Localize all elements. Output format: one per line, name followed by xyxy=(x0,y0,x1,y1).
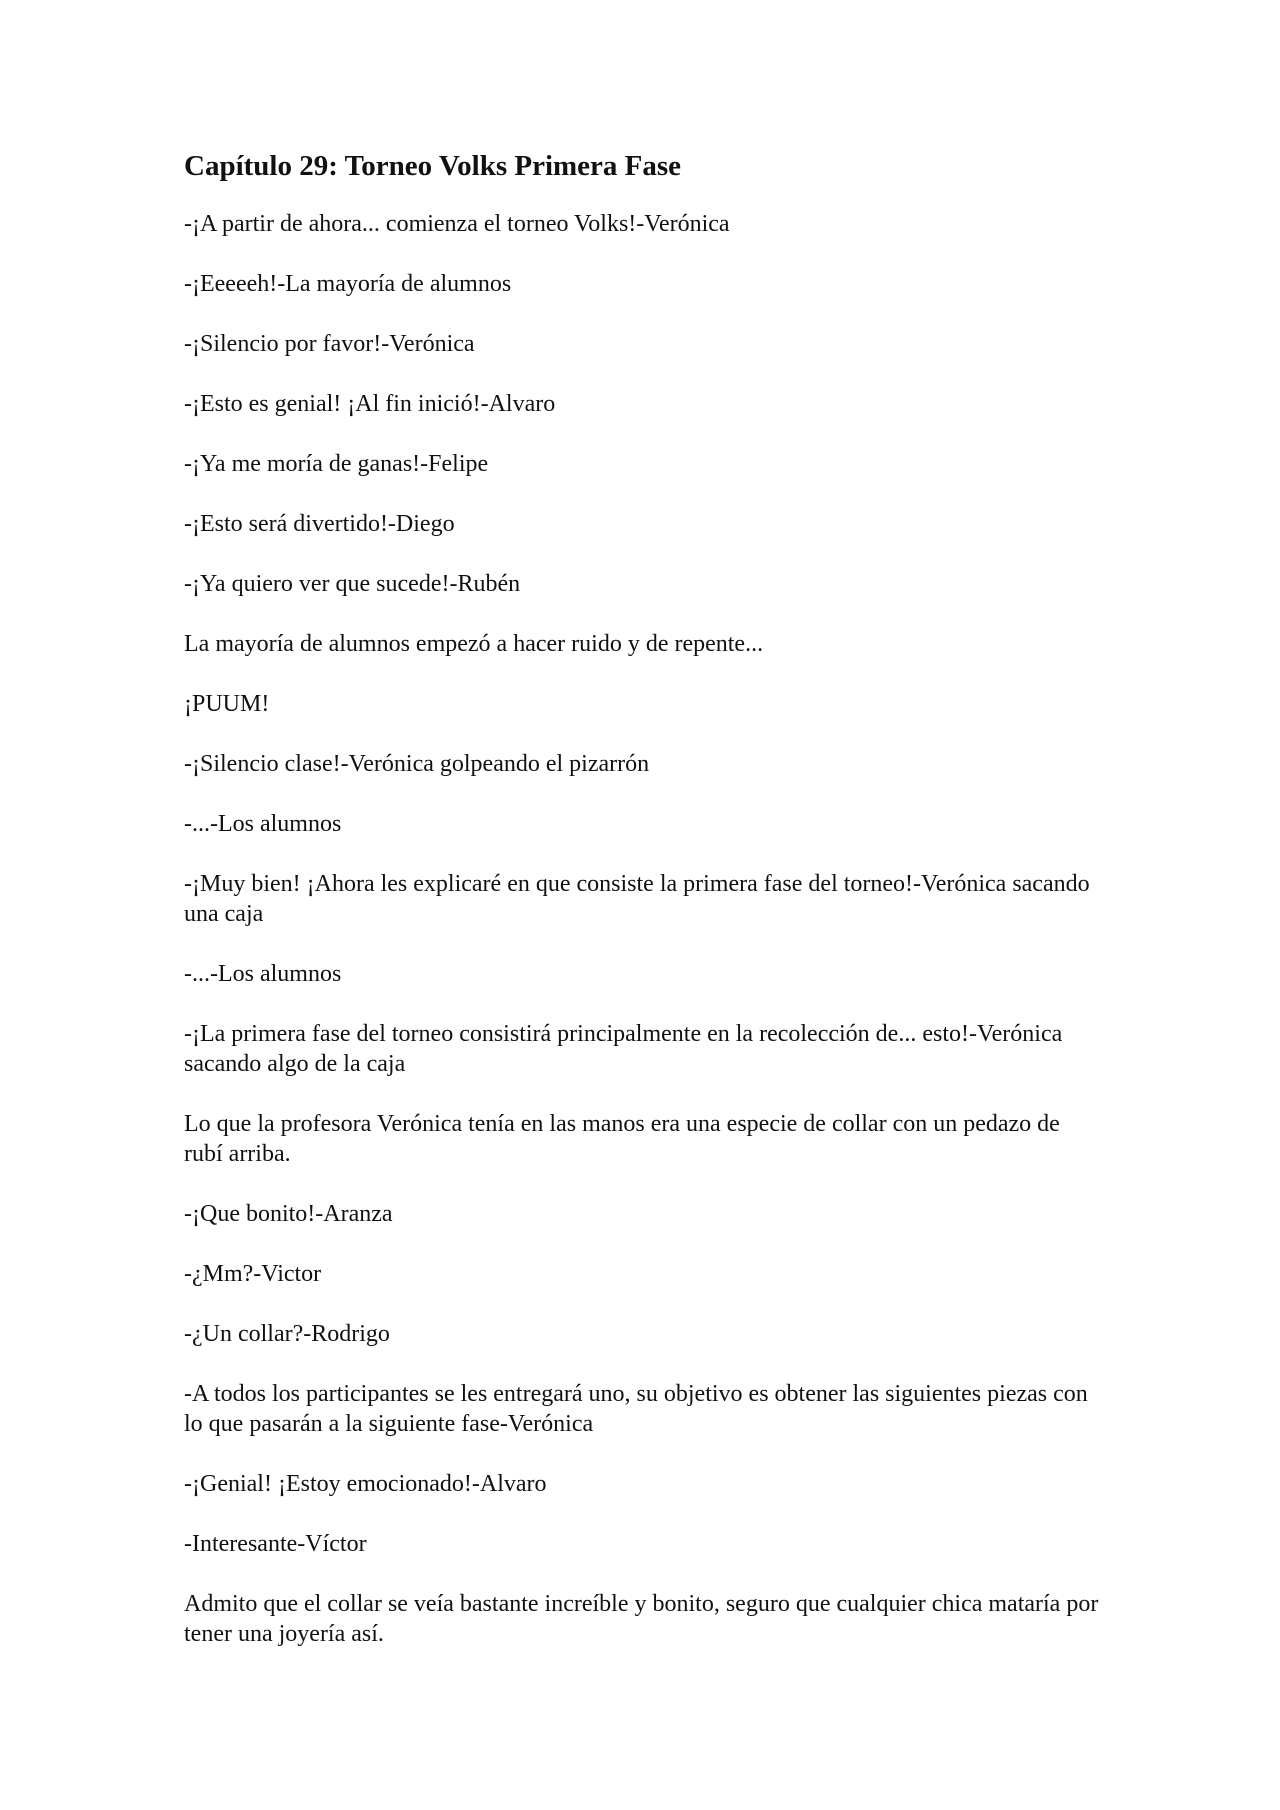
paragraph-17: -¿Mm?-Victor xyxy=(184,1261,322,1288)
paragraph-14: -¡La primera fase del torneo consistirá principalmente en la recolección de... esto!-Verónica sacando algo de la caja xyxy=(184,1021,1063,1078)
paragraph-4: -¡Esto es genial! ¡Al fin inició!-Alvaro xyxy=(184,391,556,418)
paragraph-15: Lo que la profesora Verónica tenía en las manos era una especie de collar con un pedazo de rubí arriba. xyxy=(184,1111,1060,1168)
paragraph-22: Admito que el collar se veía bastante increíble y bonito, seguro que cualquier chica mataría por tener una joyería así. xyxy=(184,1591,1099,1648)
paragraph-20: -¡Genial! ¡Estoy emocionado!-Alvaro xyxy=(184,1471,547,1498)
paragraph-18: -¿Un collar?-Rodrigo xyxy=(184,1321,390,1348)
paragraph-5: -¡Ya me moría de ganas!-Felipe xyxy=(184,451,489,478)
paragraph-19: -A todos los participantes se les entregará uno, su objetivo es obtener las siguientes piezas con lo que pasarán a la siguiente fase-Verónica xyxy=(184,1381,1088,1438)
paragraph-3: -¡Silencio por favor!-Verónica xyxy=(184,331,475,358)
paragraph-10: -¡Silencio clase!-Verónica golpeando el pizarrón xyxy=(184,751,650,778)
paragraph-9: ¡PUUM! xyxy=(184,691,270,718)
paragraph-13: -...-Los alumnos xyxy=(184,961,342,988)
document-body xyxy=(184,150,1104,1679)
paragraph-6: -¡Esto será divertido!-Diego xyxy=(184,511,455,538)
paragraph-7: -¡Ya quiero ver que sucede!-Rubén xyxy=(184,571,521,598)
paragraph-2: -¡Eeeeeh!-La mayoría de alumnos xyxy=(184,271,512,298)
paragraph-8: La mayoría de alumnos empezó a hacer ruido y de repente... xyxy=(184,631,764,658)
paragraph-1: -¡A partir de ahora... comienza el torneo Volks!-Verónica xyxy=(184,211,730,238)
chapter-title: Capítulo 29: Torneo Volks Primera Fase xyxy=(184,150,682,182)
paragraph-11: -...-Los alumnos xyxy=(184,811,342,838)
paragraph-16: -¡Que bonito!-Aranza xyxy=(184,1201,393,1228)
paragraph-21: -Interesante-Víctor xyxy=(184,1531,367,1558)
paragraph-12: -¡Muy bien! ¡Ahora les explicaré en que consiste la primera fase del torneo!-Verónica sacando una caja xyxy=(184,871,1090,928)
